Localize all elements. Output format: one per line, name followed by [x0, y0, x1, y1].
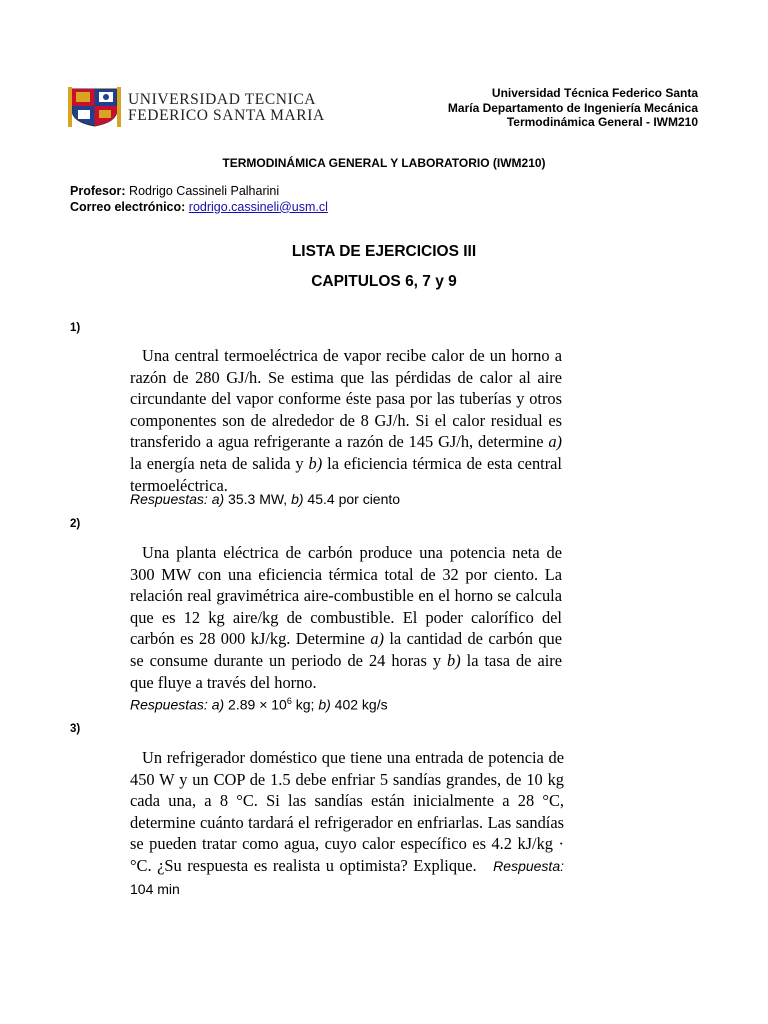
problem-3-text: Un refrigerador doméstico que tiene una entrada de potencia de 450 W y un COP de 1.5 debe enfriar 5 sandías grandes, de 10 kg cada una, a 8 °C. Si las sandías están inicialmente a 28 °C, determine cuánto tardará el refrigerador en enfriarlas. Las sandías se pueden tratar como agua, cuyo calor específico es 4.2 kJ/kg · °C. ¿Su respuesta es realista u optimista? Explique. [130, 748, 564, 875]
problem-2-text-c: la cantidad de carbón que se consume durante un periodo de 24 horas y [130, 629, 562, 670]
problem-2-answer-b-key: b) [318, 696, 331, 713]
problem-3-answer-value: 104 min [130, 880, 180, 897]
problem-1-answer-label: Respuestas: [130, 491, 208, 507]
problem-1-answer [130, 491, 400, 507]
problem-1-answer-b: 45.4 por ciento [303, 491, 401, 507]
problem-1-text-b: a) [548, 432, 562, 452]
email-link[interactable]: rodrigo.cassineli@usm.cl [188, 199, 328, 214]
logo-line-1: UNIVERSIDAD TECNICA [128, 91, 317, 108]
problem-1-answer-a: 35.3 MW, [224, 491, 292, 507]
problem-2-text-b: a) [370, 629, 384, 649]
header-line-1: Universidad Técnica Federico Santa [491, 86, 698, 100]
problem-2-answer-a-key: a) [211, 696, 225, 713]
problem-2-answer-label: Respuestas: [130, 696, 208, 713]
problem-2-answer-a-unit: kg; [291, 696, 319, 713]
university-crest-icon [66, 86, 123, 128]
list-title: LISTA DE EJERCICIOS III [291, 243, 477, 260]
header-line-3: Termodinámica General - IWM210 [506, 115, 698, 129]
university-logo [66, 86, 325, 128]
problem-2-answer-b: 402 kg/s [330, 696, 388, 713]
problem-2-answer-a-exponent: 6 [286, 696, 292, 706]
problem-2-text-a: Una planta eléctrica de carbón produce una potencia neta de 300 MW con una eficiencia térmica total de 32 por ciento. La relación real gravimétrica aire-combustible en el horno se calcula que es 12 kg aire/kg de combustible. El poder calorífico del carbón es 28 000 kJ/kg. Determine [130, 543, 562, 649]
email-label: Correo electrónico: [70, 199, 186, 214]
problem-1-text-e: la eficiencia térmica de esta central termoeléctrica. [130, 453, 562, 495]
problem-1-text-a: Una central termoeléctrica de vapor recibe calor de un horno a razón de 280 GJ/h. Se estima que las pérdidas de calor al aire circundante del vapor conforme éste pasa por las tuberías y otros componentes son de alrededor de 8 GJ/h. Si el calor residual es transferido a agua refrigerante a razón de 145 GJ/h, determine [130, 346, 562, 452]
chapters-title: CAPITULOS 6, 7 y 9 [311, 273, 457, 290]
problem-text-3 [130, 747, 564, 900]
problem-2-answer-a: 2.89 × 10 [224, 696, 287, 713]
problem-1-text-c: la energía neta de salida y [130, 453, 309, 473]
problem-1-text-d: b) [308, 453, 323, 473]
problem-number-2: 2) [70, 518, 81, 530]
professor-name: Rodrigo Cassineli Palharini [125, 184, 280, 198]
problem-text-2 [130, 542, 562, 693]
logo-line-2: FEDERICO SANTA MARIA [128, 107, 325, 124]
problem-2-text-d: b) [447, 650, 461, 670]
professor-line [70, 184, 328, 200]
header-institution [448, 86, 698, 130]
problem-1-answer-b-key: b) [291, 491, 304, 507]
problem-number-3: 3) [70, 723, 81, 735]
professor-info [70, 184, 328, 215]
problem-1-answer-a-key: a) [211, 491, 225, 507]
problem-2-answer [130, 696, 388, 713]
professor-label: Profesor: [70, 184, 126, 198]
problem-number-1: 1) [70, 322, 81, 334]
header-line-2: María Departamento de Ingeniería Mecánica [447, 100, 698, 115]
problem-2-text-e: la tasa de aire que fluye a través del horno. [130, 650, 563, 692]
logo-wordmark [128, 92, 325, 124]
course-title: TERMODINÁMICA GENERAL Y LABORATORIO (IWM210) [222, 156, 546, 170]
email-line [70, 200, 328, 216]
problem-text-1 [130, 345, 562, 496]
problem-3-answer-label: Respuesta: [493, 857, 564, 874]
